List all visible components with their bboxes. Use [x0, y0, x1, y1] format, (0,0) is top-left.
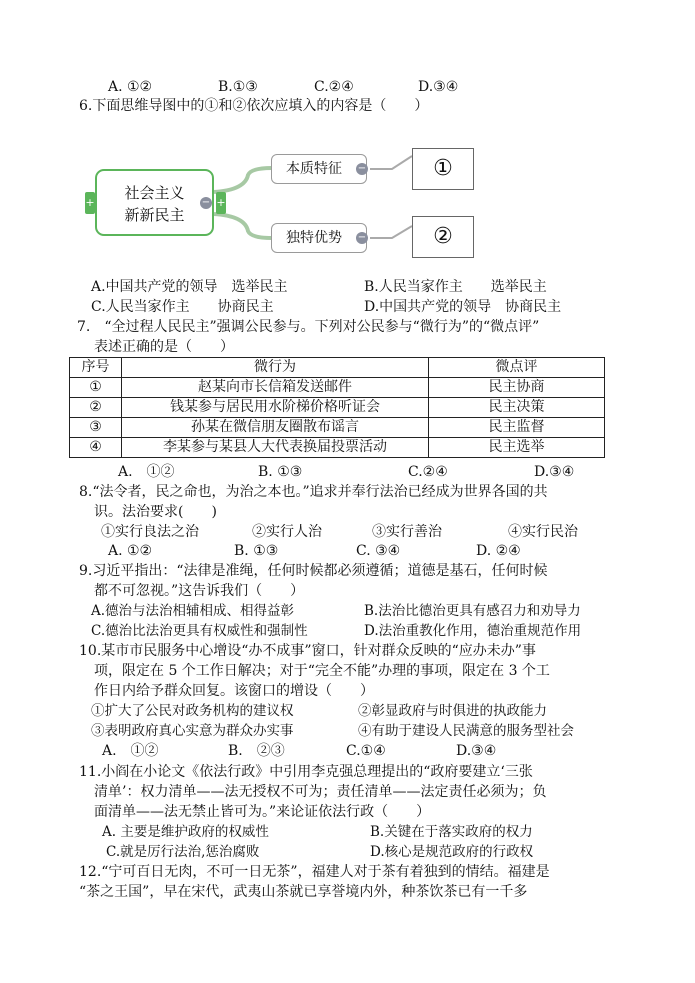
table-row — [70, 438, 605, 458]
mindmap-expand-right-icon[interactable]: + — [216, 192, 226, 214]
table-row — [70, 398, 605, 418]
q8-item-4: ④实行民治 — [508, 524, 578, 540]
mindmap-leaf-1: ① — [412, 148, 474, 190]
table-cell: 民主选举 — [429, 438, 605, 458]
q10-option-d: D.③④ — [456, 743, 497, 759]
table-header-cell: 序号 — [70, 358, 122, 378]
q7-option-b: B. ①③ — [258, 464, 303, 480]
q10-option-a: A. ①② — [102, 743, 159, 759]
mindmap-branch-advantage — [271, 223, 367, 253]
q7-option-a: A. ①② — [118, 464, 175, 480]
q8-option-a: A. ①② — [108, 543, 153, 559]
q8-item-3: ③实行善治 — [372, 524, 442, 540]
mindmap-root-line1: 社会主义 — [124, 184, 185, 202]
q12-line2: “茶之王国”，早在宋代，武夷山茶就已享誉境内外，种茶饮茶已有一千多 — [79, 884, 528, 900]
q9-option-d: D.法治重教化作用，德治重规范作用 — [364, 623, 582, 639]
q9-option-b: B.法治比德治更具有感召力和劝导力 — [364, 603, 581, 619]
q8-line2: 识。法治要求( ) — [94, 504, 217, 520]
table-cell: ① — [70, 378, 122, 398]
mindmap-collapse-root-icon[interactable]: − — [201, 197, 211, 208]
q11-line2: 清单’：权力清单——法无授权不可为；责任清单——法定责任必须为；负 — [94, 784, 547, 800]
q9-option-c: C.德治比法治更具有权威性和强制性 — [91, 623, 308, 639]
q10-item-4: ④有助于建设人民满意的服务型社会 — [358, 723, 574, 739]
table-header-row — [70, 358, 605, 378]
mindmap-leaf-2: ② — [412, 216, 474, 258]
table-cell: 钱某参与居民用水阶梯价格听证会 — [122, 398, 429, 418]
q6-stem: 6.下面思维导图中的①和②依次应填入的内容是（ ） — [79, 98, 429, 114]
q5-option-a: A. ①② — [108, 79, 153, 95]
q8-option-c: C. ③④ — [356, 543, 401, 559]
mindmap-collapse-branch2-icon[interactable]: − — [357, 232, 367, 243]
q5-option-b: B.①③ — [218, 79, 258, 95]
mindmap-branch1-label: 本质特征 — [286, 161, 342, 177]
q5-option-c: C.②④ — [314, 79, 354, 95]
q10-line2: 项，限定在 5 个工作日解决；对于“完全不能”办理的事项，限定在 3 个工 — [94, 663, 550, 679]
q11-line3: 面清单——法无禁止皆可为。”来论证依法行政（ ） — [94, 804, 431, 820]
q6-option-c: C.人民当家作主 协商民主 — [91, 299, 274, 315]
q11-option-d: D.核心是规范政府的行政权 — [370, 844, 534, 860]
q8-item-2: ②实行人治 — [252, 524, 322, 540]
mindmap-collapse-branch1-icon[interactable]: − — [357, 163, 367, 174]
table-header-cell: 微行为 — [122, 358, 429, 378]
q7-stem-line2: 表述正确的是（ ） — [94, 339, 234, 355]
table-cell: 民主决策 — [429, 398, 605, 418]
mindmap-root-node — [95, 169, 214, 236]
q7-option-c: C.②④ — [408, 464, 448, 480]
q8-option-b: B. ①③ — [234, 543, 279, 559]
table-cell: ② — [70, 398, 122, 418]
table-cell: 孙某在微信朋友圈散布谣言 — [122, 418, 429, 438]
table-row — [70, 418, 605, 438]
q6-option-d: D.中国共产党的领导 协商民主 — [364, 299, 562, 315]
q9-option-a: A.德治与法治相辅相成、相得益彰 — [91, 603, 295, 619]
q11-option-a: A. 主要是维护政府的权威性 — [102, 824, 269, 840]
q7-stem-line1: 7. “全过程人民民主”强调公民参与。下列对公民参与“微行为”的“微点评” — [77, 319, 540, 335]
q10-option-c: C.①④ — [346, 743, 386, 759]
mindmap-root-line2: 新新民主 — [124, 206, 185, 224]
q7-table — [69, 357, 605, 458]
q10-line3: 作日内给予群众回复。该窗口的增设（ ） — [94, 683, 374, 699]
q12-line1: 12.“宁可百日无肉，不可一日无茶”，福建人对于茶有着独到的情结。福建是 — [79, 864, 550, 880]
table-row — [70, 378, 605, 398]
q9-line1: 9.习近平指出：“法律是准绳，任何时候都必须遵循；道德是基石，任何时候 — [79, 563, 548, 579]
q11-option-b: B.关键在于落实政府的权力 — [370, 824, 533, 840]
q6-option-b: B.人民当家作主 选举民主 — [364, 279, 547, 295]
q11-option-c: C.就是厉行法治,惩治腐败 — [106, 844, 260, 860]
mindmap-branch-essence — [271, 154, 367, 184]
q6-option-a: A.中国共产党的领导 选举民主 — [91, 279, 288, 295]
q8-item-1: ①实行良法之治 — [101, 524, 199, 540]
q10-option-b: B. ②③ — [228, 743, 285, 759]
q8-line1: 8.“法令者，民之命也，为治之本也。”追求并奉行法治已经成为世界各国的共 — [79, 484, 548, 500]
q11-line1: 11.小阎在小论文《依法行政》中引用李克强总理提出的“政府要建立‘三张 — [79, 764, 533, 780]
q8-option-d: D. ②④ — [476, 543, 521, 559]
table-cell: 赵某向市长信箱发送邮件 — [122, 378, 429, 398]
table-cell: ③ — [70, 418, 122, 438]
q10-item-1: ①扩大了公民对政务机构的建议权 — [91, 703, 294, 719]
table-cell: ④ — [70, 438, 122, 458]
q10-item-3: ③表明政府真心实意为群众办实事 — [91, 723, 294, 739]
table-cell: 民主协商 — [429, 378, 605, 398]
mindmap-branch2-label: 独特优势 — [286, 230, 342, 246]
mindmap-expand-left-icon[interactable]: + — [85, 192, 95, 214]
q10-item-2: ②彰显政府与时俱进的执政能力 — [358, 703, 547, 719]
table-cell: 民主监督 — [429, 418, 605, 438]
q10-line1: 10.某市市民服务中心增设“办不成事”窗口，针对群众反映的“应办未办”事 — [79, 643, 536, 659]
q9-line2: 都不可忽视。”这告诉我们（ ） — [94, 583, 305, 599]
table-header-cell: 微点评 — [429, 358, 605, 378]
q7-option-d: D.③④ — [534, 464, 575, 480]
q5-option-d: D.③④ — [418, 79, 459, 95]
table-cell: 李某参与某县人大代表换届投票活动 — [122, 438, 429, 458]
